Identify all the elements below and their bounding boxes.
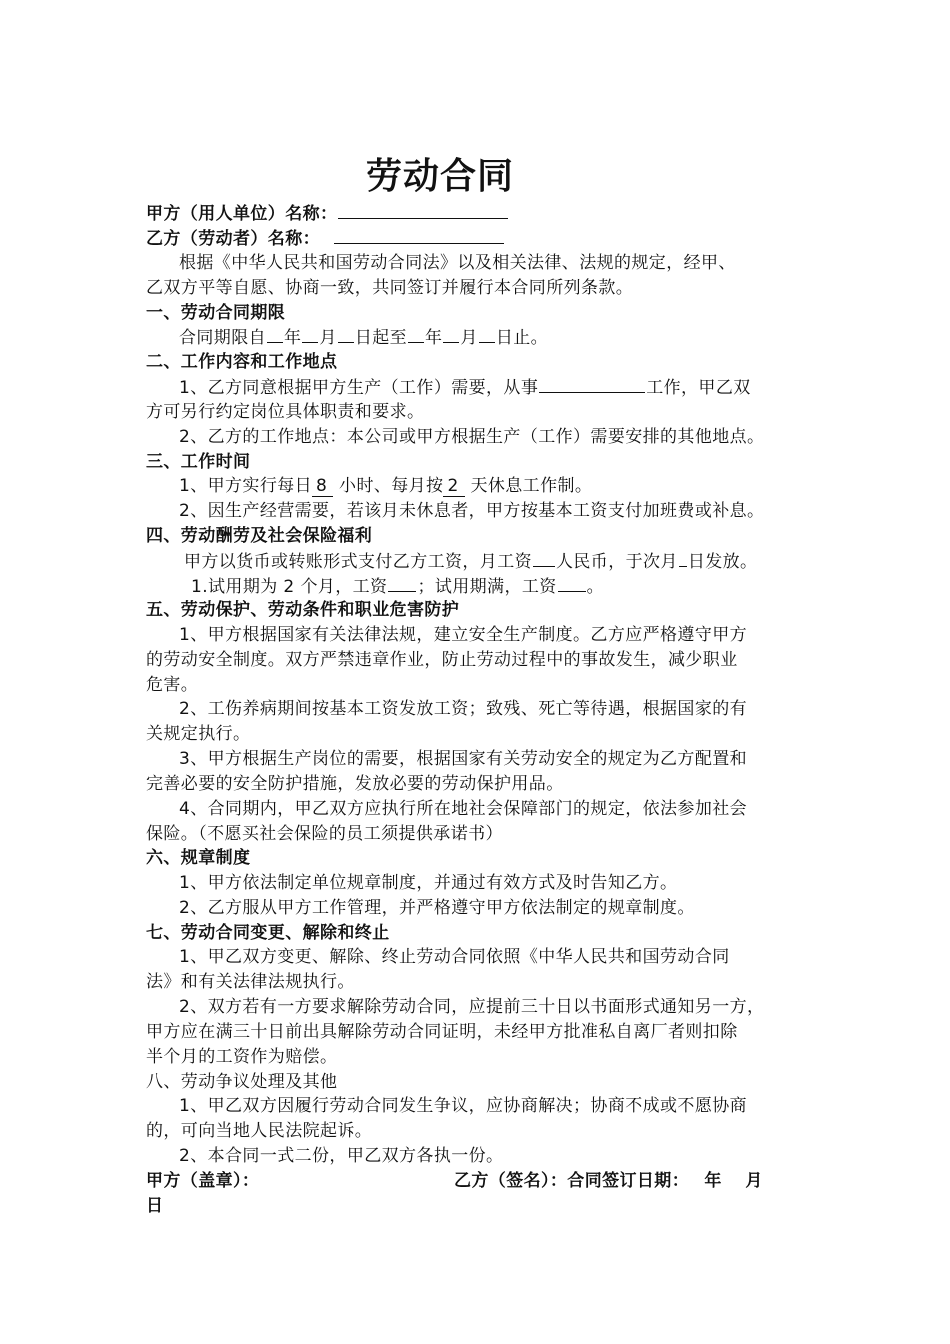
start-month-blank[interactable] bbox=[302, 325, 318, 343]
section-8-heading: 八、劳动争议处理及其他 bbox=[146, 1072, 338, 1092]
section-6-heading: 六、规章制度 bbox=[146, 848, 251, 868]
section-5-p2-line-1: 2、工伤养病期间按基本工资发放工资；致残、死亡等待遇，根据国家的有 bbox=[179, 699, 748, 719]
section-2-heading: 二、工作内容和工作地点 bbox=[146, 352, 338, 372]
clause-text: 1、乙方同意根据甲方生产（工作）需要，从事 bbox=[179, 378, 539, 398]
party-a-seal-label: 甲方（盖章）： bbox=[146, 1171, 260, 1191]
party-a-label: 甲方（用人单位）名称： bbox=[146, 204, 338, 224]
clause-text: 。 bbox=[586, 577, 605, 597]
clause-text: 甲方以货币或转账形式支付乙方工资，月工资 bbox=[184, 552, 532, 572]
section-8-p2: 2、本合同一式二份，甲乙双方各执一份。 bbox=[179, 1146, 504, 1166]
section-5-p1-line-3: 危害。 bbox=[146, 675, 199, 695]
section-3-p2: 2、因生产经营需要，若该月未休息者，甲方按基本工资支付加班费或补息。 bbox=[179, 501, 765, 521]
term-text: 年 bbox=[284, 328, 302, 348]
section-8-p1-line-2: 的，可向当地人民法院起诉。 bbox=[146, 1121, 373, 1141]
clause-text: 小时、每月按 bbox=[339, 476, 444, 496]
section-2-p1-line-2: 方可另行约定岗位具体职责和要求。 bbox=[146, 402, 425, 422]
document-title: 劳动合同 bbox=[365, 156, 514, 197]
party-b-line bbox=[146, 226, 826, 251]
section-7-p2-line-2: 甲方应在满三十日前出具解除劳动合同证明，未经甲方批准私自离厂者则扣除 bbox=[146, 1022, 738, 1042]
section-5-p1-line-2: 的劳动安全制度。双方严禁违章作业，防止劳动过程中的事故发生，减少职业 bbox=[146, 650, 738, 670]
section-4-p1 bbox=[146, 549, 864, 574]
party-b-sign-label: 乙方（签名）：合同签订日期： 年 月 bbox=[454, 1171, 763, 1191]
start-day-blank[interactable] bbox=[338, 325, 354, 343]
section-4-p2 bbox=[146, 574, 871, 599]
pay-day-blank[interactable] bbox=[679, 549, 687, 567]
daily-hours-value[interactable]: 8 bbox=[312, 476, 333, 497]
party-b-name-blank[interactable] bbox=[334, 226, 504, 244]
section-5-p4-line-1: 4、合同期内，甲乙双方应执行所在地社会保障部门的规定，依法参加社会 bbox=[179, 799, 748, 819]
regular-wage-blank[interactable] bbox=[558, 574, 586, 592]
section-7-p1-line-2: 法》和有关法律法规执行。 bbox=[146, 972, 355, 992]
section-5-heading: 五、劳动保护、劳动条件和职业危害防护 bbox=[146, 600, 460, 620]
section-2-p1-line-1 bbox=[146, 375, 859, 400]
end-month-blank[interactable] bbox=[443, 325, 459, 343]
term-text: 日起至 bbox=[354, 328, 408, 348]
section-7-p2-line-1: 2、双方若有一方要求解除劳动合同，应提前三十日以书面形式通知另一方， bbox=[179, 997, 765, 1017]
section-5-p3-line-1: 3、甲方根据生产岗位的需要，根据国家有关劳动安全的规定为乙方配置和 bbox=[179, 749, 748, 769]
term-text: 合同期限自 bbox=[179, 328, 266, 348]
section-2-p2: 2、乙方的工作地点：本公司或甲方根据生产（工作）需要安排的其他地点。 bbox=[179, 427, 765, 447]
signature-line bbox=[146, 1169, 826, 1193]
clause-text: 1、甲方实行每日 bbox=[179, 476, 313, 496]
section-1-heading: 一、劳动合同期限 bbox=[146, 303, 286, 323]
section-4-heading: 四、劳动酬劳及社会保险福利 bbox=[146, 526, 373, 546]
party-b-label: 乙方（劳动者）名称： bbox=[146, 229, 320, 249]
section-5-p4-line-2: 保险。（不愿买社会保险的员工须提供承诺书） bbox=[146, 824, 503, 844]
term-text: 日止。 bbox=[495, 328, 549, 348]
signature-day: 日 bbox=[146, 1196, 164, 1216]
end-day-blank[interactable] bbox=[479, 325, 495, 343]
monthly-wage-blank[interactable] bbox=[533, 549, 555, 567]
start-year-blank[interactable] bbox=[267, 325, 283, 343]
section-3-p1 bbox=[146, 474, 859, 498]
section-8-p1-line-1: 1、甲乙双方因履行劳动合同发生争议，应协商解决；协商不成或不愿协商 bbox=[179, 1096, 748, 1116]
rest-days-value[interactable]: 2 bbox=[443, 476, 464, 497]
clause-text: ；试用期满，工资 bbox=[417, 577, 557, 597]
clause-text: 工作，甲乙双 bbox=[646, 378, 751, 398]
clause-text: 人民币，于次月 bbox=[556, 552, 678, 572]
party-a-line bbox=[146, 201, 826, 226]
party-a-name-blank[interactable] bbox=[338, 201, 508, 219]
term-text: 月 bbox=[319, 328, 337, 348]
section-6-p1: 1、甲方依法制定单位规章制度，并通过有效方式及时告知乙方。 bbox=[179, 873, 678, 893]
section-6-p2: 2、乙方服从甲方工作管理，并严格遵守甲方依法制定的规章制度。 bbox=[179, 898, 695, 918]
term-text: 年 bbox=[425, 328, 443, 348]
section-1-term bbox=[146, 325, 859, 350]
section-7-p1-line-1: 1、甲乙双方变更、解除、终止劳动合同依照《中华人民共和国劳动合同 bbox=[179, 947, 730, 967]
end-year-blank[interactable] bbox=[408, 325, 424, 343]
clause-text: 天休息工作制。 bbox=[470, 476, 593, 496]
preamble-line-1: 根据《中华人民共和国劳动合同法》以及相关法律、法规的规定，经甲、 bbox=[179, 253, 736, 273]
section-5-p1-line-1: 1、甲方根据国家有关法律法规，建立安全生产制度。乙方应严格遵守甲方 bbox=[179, 625, 748, 645]
probation-wage-blank[interactable] bbox=[388, 574, 416, 592]
section-5-p2-line-2: 关规定执行。 bbox=[146, 724, 251, 744]
clause-text: 1.试用期为 2 个月，工资 bbox=[191, 577, 388, 597]
clause-text: 日发放。 bbox=[687, 552, 758, 572]
preamble-line-2: 乙双方平等自愿、协商一致，共同签订并履行本合同所列条款。 bbox=[146, 278, 634, 298]
section-5-p3-line-2: 完善必要的安全防护措施，发放必要的劳动保护用品。 bbox=[146, 774, 564, 794]
section-7-p2-line-3: 半个月的工资作为赔偿。 bbox=[146, 1047, 338, 1067]
section-3-heading: 三、工作时间 bbox=[146, 452, 251, 472]
section-7-heading: 七、劳动合同变更、解除和终止 bbox=[146, 923, 390, 943]
job-title-blank[interactable] bbox=[539, 375, 645, 393]
term-text: 月 bbox=[460, 328, 478, 348]
